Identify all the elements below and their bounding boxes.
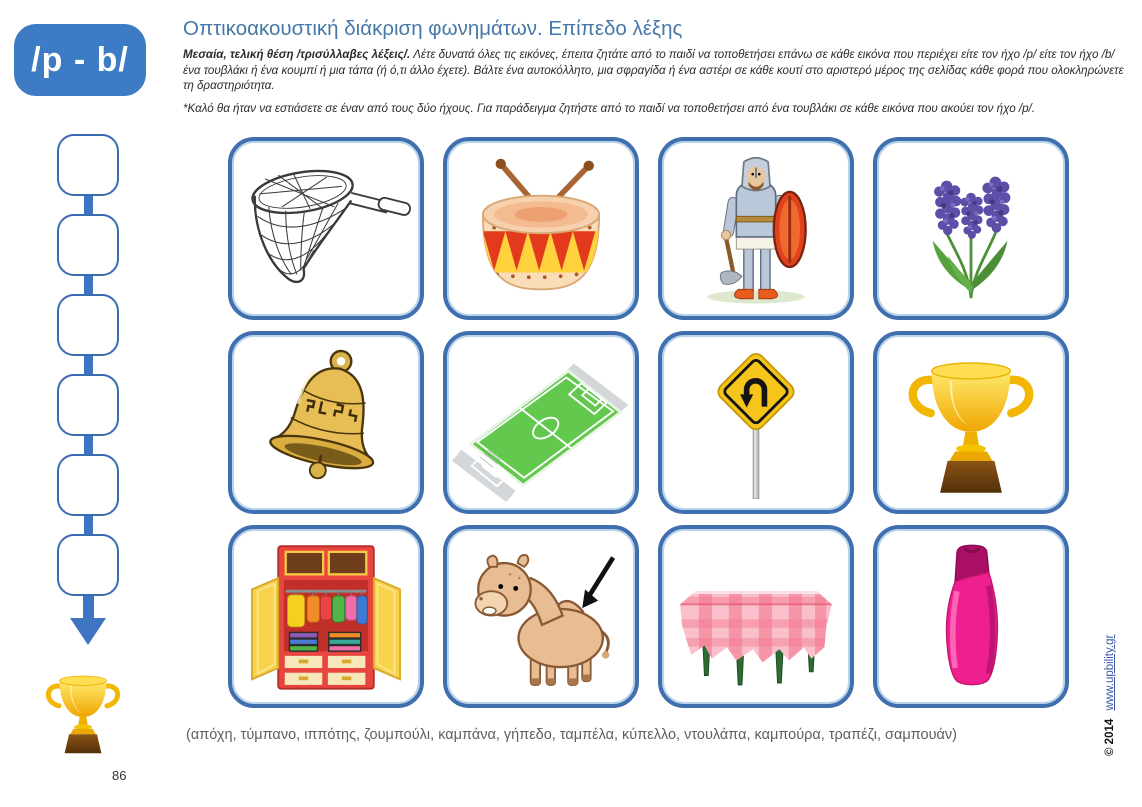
- soccer-field-icon: [452, 340, 630, 505]
- knight-icon: [667, 146, 845, 311]
- page-title: Οπτικοακουστική διάκριση φωνημάτων. Επίπεδο λέξης: [183, 17, 683, 40]
- drum-icon: [452, 146, 630, 311]
- instructions-body: Λέτε δυνατά όλες τις εικόνες, έπειτα ζητάτε από το παιδί να τοποθετήσει επάνω σε κάθε εικόνα που περιέχει είτε τον ήχο /p/ είτε τον ήχο /b/ ένα τουβλάκι ή ένα κουμπί ή μια τάπα (ή ό,τι άλλο έχετε). Βάλτε ένα αυτοκόλλητο, μια σφραγίδα ή ένα αστέρι σε κάθε κουτί στο αριστερό μέρος της σελίδας κάθε φορά που ολοκληρώνετε τη δραστηριότητα.: [183, 48, 1124, 93]
- card-net[interactable]: [228, 137, 424, 320]
- card-wardrobe[interactable]: [228, 525, 424, 708]
- bell-icon: [237, 340, 415, 505]
- net-icon: [237, 146, 415, 311]
- picture-card-grid: [228, 137, 1069, 708]
- trophy-icon: [882, 340, 1060, 505]
- track-connector: [84, 196, 93, 214]
- word-list: (απόχη, τύμπανο, ιππότης, ζουμπούλι, καμπάνα, γήπεδο, ταμπέλα, κύπελλο, ντουλάπα, καμπούρα, τραπέζι, σαμπουάν): [186, 727, 957, 743]
- progress-box-3[interactable]: [57, 294, 119, 356]
- track-connector: [84, 276, 93, 294]
- website-link[interactable]: www.upbility.gr: [1104, 634, 1116, 711]
- copyright-text: © 2014: [1104, 718, 1116, 756]
- card-shampoo[interactable]: [873, 525, 1069, 708]
- card-soccer-field[interactable]: [443, 331, 639, 514]
- progress-box-5[interactable]: [57, 454, 119, 516]
- card-drum[interactable]: [443, 137, 639, 320]
- progress-box-2[interactable]: [57, 214, 119, 276]
- copyright-credit: [1104, 635, 1116, 756]
- camel-hump-icon: [452, 534, 630, 699]
- card-hyacinth[interactable]: [873, 137, 1069, 320]
- card-table[interactable]: [658, 525, 854, 708]
- down-arrow-icon: [83, 596, 94, 618]
- progress-box-1[interactable]: [57, 134, 119, 196]
- progress-track: [57, 134, 119, 645]
- page-number: 86: [112, 768, 127, 783]
- instructions-lead: Μεσαία, τελική θέση /τρισύλλαβες λέξεις/.: [183, 48, 411, 61]
- instructions-note: *Καλό θα ήταν να εστιάσετε σε έναν από τους δύο ήχους. Για παράδειγμα ζητήστε από το παιδί να τοποθετήσει από ένα τουβλάκι σε κάθε εικόνα που ακούει τον ήχο /p/.: [183, 101, 1035, 115]
- card-knight[interactable]: [658, 137, 854, 320]
- instructions: [183, 47, 1135, 116]
- card-road-sign[interactable]: [658, 331, 854, 514]
- track-connector: [84, 436, 93, 454]
- card-trophy[interactable]: [873, 331, 1069, 514]
- phoneme-badge-label: /p - b/: [31, 40, 129, 79]
- down-arrow-icon: [70, 618, 106, 645]
- wardrobe-icon: [237, 534, 415, 699]
- track-connector: [84, 356, 93, 374]
- road-sign-icon: [667, 340, 845, 505]
- track-connector: [84, 516, 93, 534]
- card-camel-hump[interactable]: [443, 525, 639, 708]
- progress-box-6[interactable]: [57, 534, 119, 596]
- phoneme-badge: [14, 24, 146, 96]
- hyacinth-icon: [882, 146, 1060, 311]
- progress-box-4[interactable]: [57, 374, 119, 436]
- goal-trophy-icon: [30, 664, 136, 764]
- card-bell[interactable]: [228, 331, 424, 514]
- shampoo-icon: [882, 534, 1060, 699]
- table-icon: [667, 534, 845, 699]
